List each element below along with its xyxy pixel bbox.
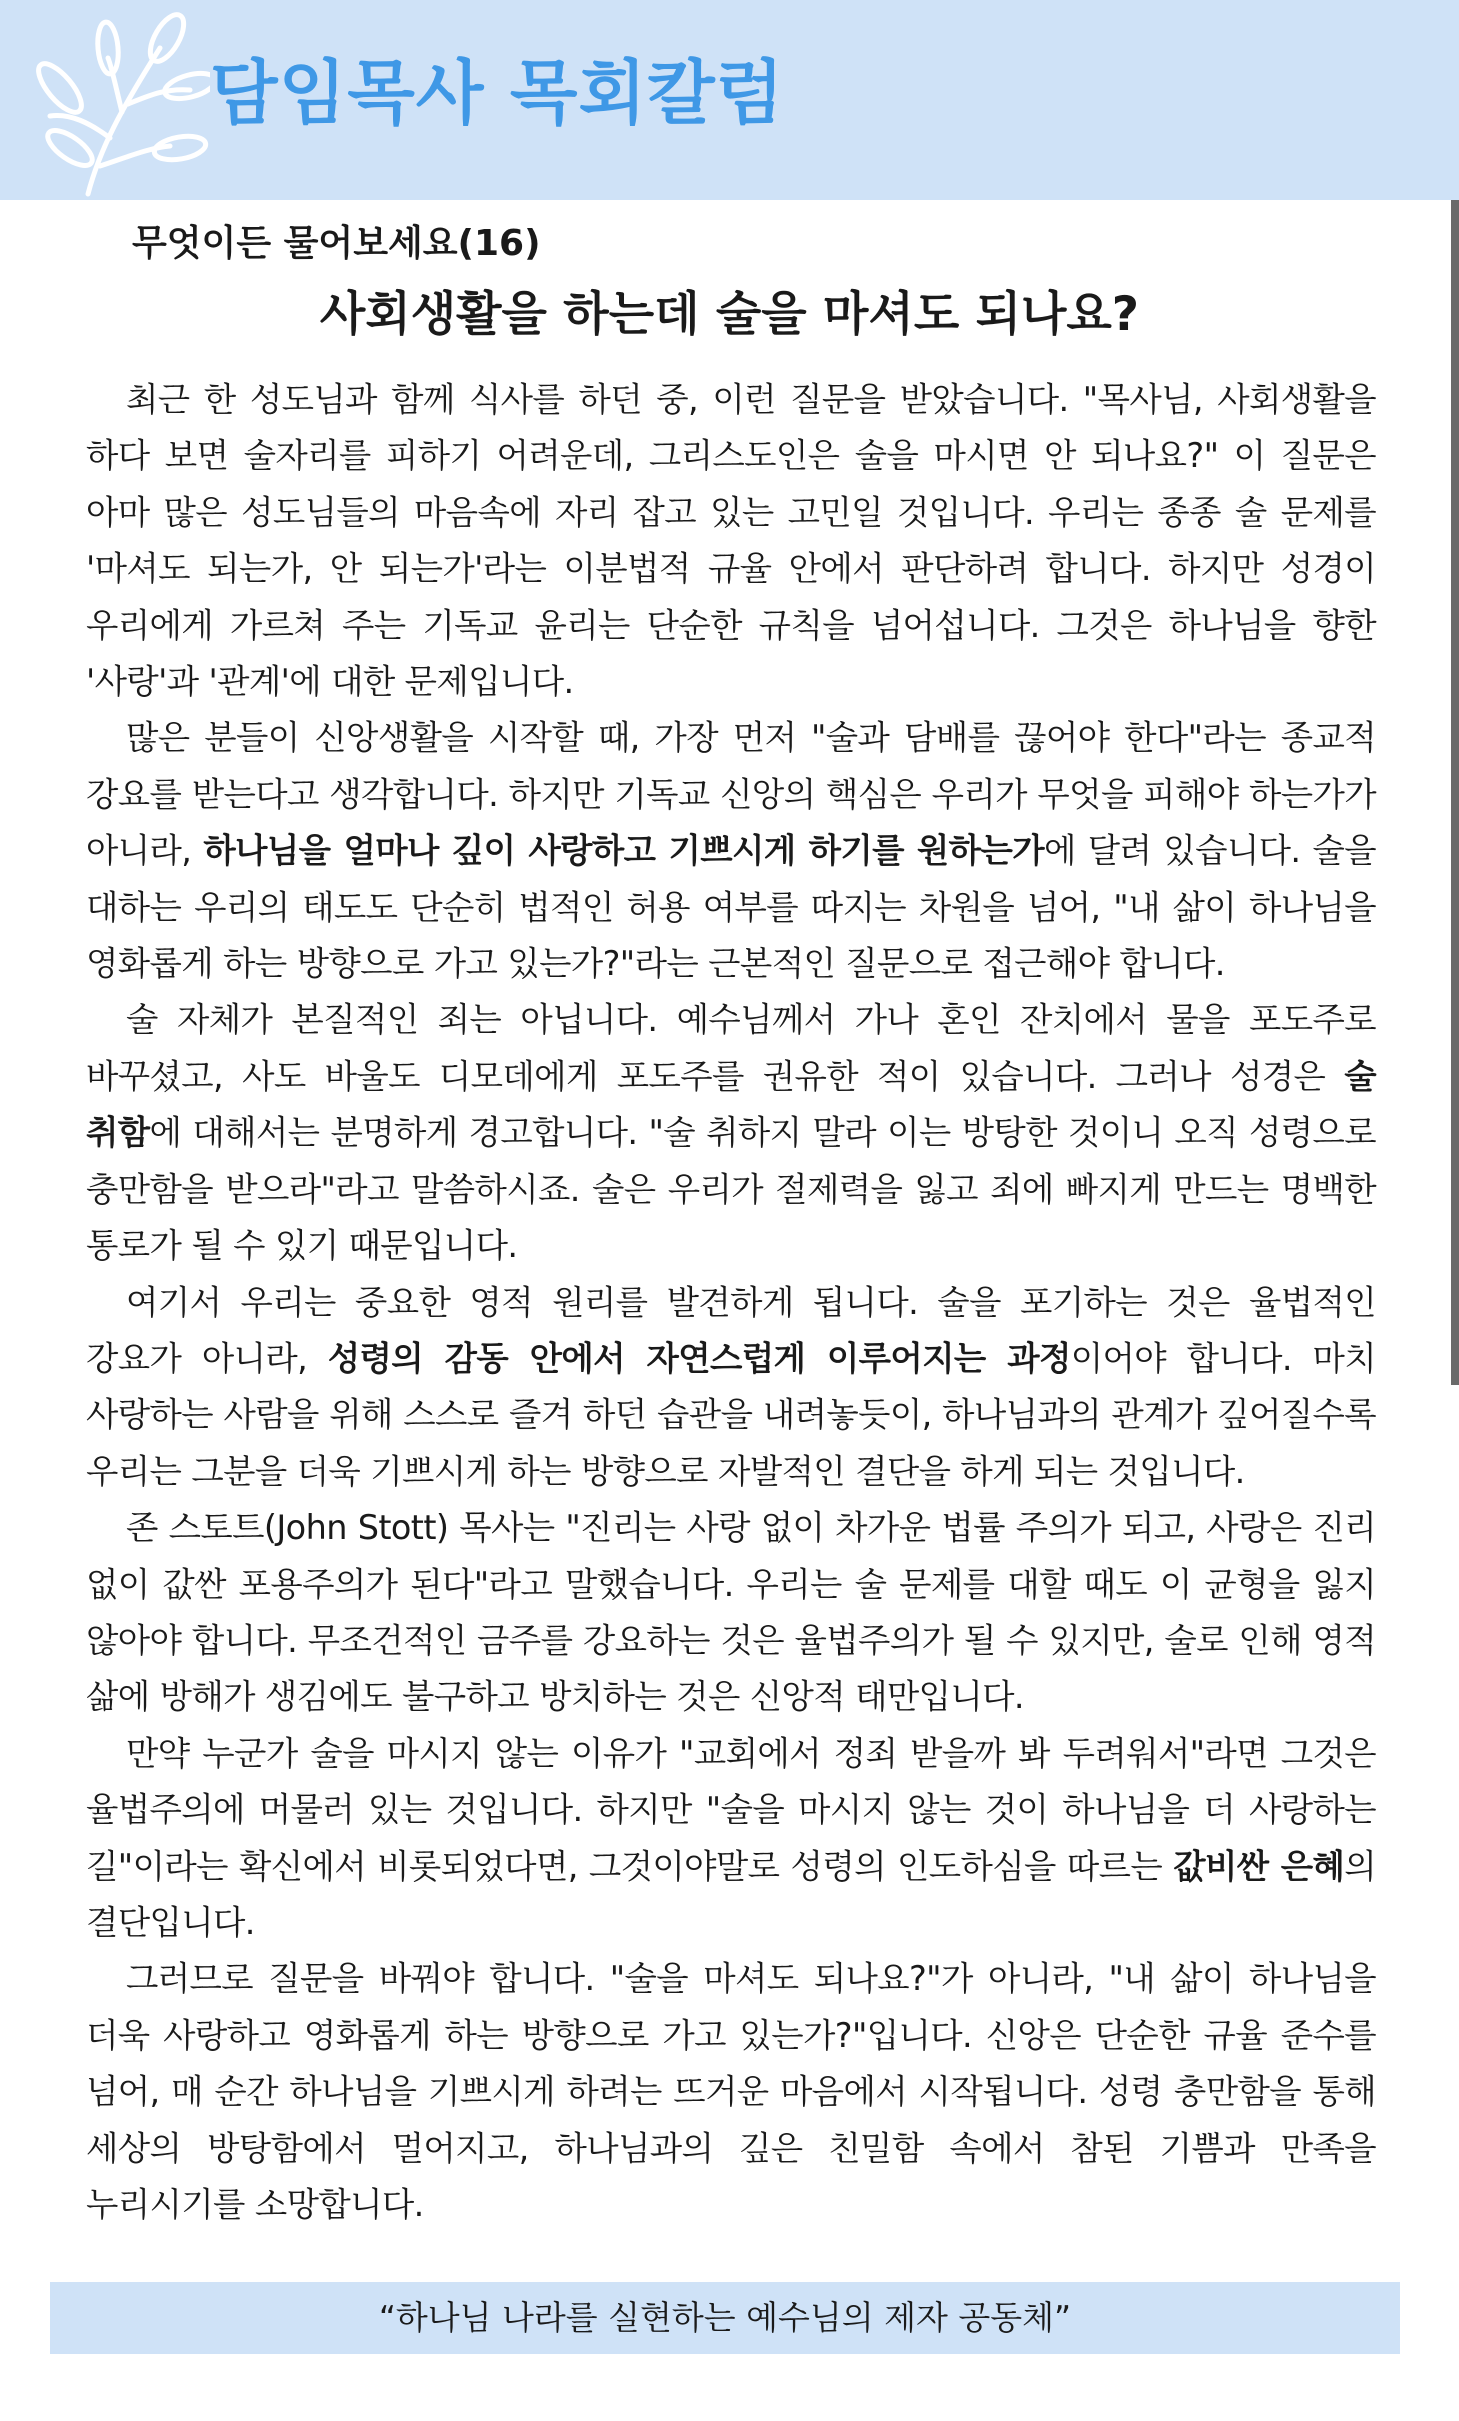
emphasis-text: 술 취함 (86, 1056, 1376, 1153)
paragraph-text: 이어야 합니다. 마치 사랑하는 사람을 위해 스스로 즐겨 하던 습관을 내려놓듯이, 하나님과의 관계가 깊어질수록 우리는 그분을 더욱 기쁘시게 하는 방향으로 자발적인 결단을 하게 되는 것입니다. (86, 1338, 1376, 1491)
paragraph-text: 최근 한 성도님과 함께 식사를 하던 중, 이런 질문을 받았습니다. "목사님, 사회생활을 하다 보면 술자리를 피하기 어려운데, 그리스도인은 술을 마시면 안 되나요?" 이 질문은 아마 많은 성도님들의 마음속에 자리 잡고 있는 고민일 것입니다. 우리는 종종 술 문제를 '마셔도 되는가, 안 되는가'라는 이분법적 규율 안에서 판단하려 합니다. 하지만 성경이 우리에게 가르쳐 주는 기독교 윤리는 단순한 규칙을 넘어섭니다. 그것은 하나님을 향한 '사랑'과 '관계'에 대한 문제입니다. (86, 380, 1376, 702)
emphasis-text: 하나님을 얼마나 깊이 사랑하고 기쁘시게 하기를 원하는가 (203, 831, 1044, 871)
body-paragraph (86, 1726, 1376, 1952)
body-paragraph (86, 1500, 1376, 1726)
article-body (86, 372, 1376, 2233)
paragraph-text: 그러므로 질문을 바꿔야 합니다. "술을 마셔도 되나요?"가 아니라, "내 삶이 하나님을 더욱 사랑하고 영화롭게 하는 방향으로 가고 있는가?"입니다. 신앙은 단순한 규율 준수를 넘어, 매 순간 하나님을 기쁘시게 하려는 뜨거운 마음에서 시작됩니다. 성령 충만함을 통해 세상의 방탕함에서 멀어지고, 하나님과의 깊은 친밀함 속에서 참된 기쁨과 만족을 누리시기를 소망합니다. (86, 1959, 1376, 2224)
paragraph-text: 만약 누군가 술을 마시지 않는 이유가 "교회에서 정죄 받을까 봐 두려워서"라면 그것은 율법주의에 머물러 있는 것입니다. 하지만 "술을 마시지 않는 것이 하나님을 더 사랑하는 길"이라는 확신에서 비롯되었다면, 그것이야말로 성령의 인도하심을 따르는 (86, 1733, 1376, 1886)
article-title: 사회생활을 하는데 술을 마셔도 되나요? (319, 287, 1140, 342)
emphasis-text: 성령의 감동 안에서 자연스럽게 이루어지는 과정 (327, 1338, 1071, 1378)
column-title: 담임목사 목회칼럼 (210, 52, 785, 134)
leaf-branch-icon (30, 8, 210, 198)
paragraph-text: 술 자체가 본질적인 죄는 아닙니다. 예수님께서 가나 혼인 잔치에서 물을 포도주로 바꾸셨고, 사도 바울도 디모데에게 포도주를 권유한 적이 있습니다. 그러나 성경은 (86, 1000, 1376, 1096)
footer-band (50, 2282, 1400, 2354)
footer-motto: “하나님 나라를 실현하는 예수님의 제자 공동체” (378, 2298, 1072, 2337)
body-paragraph (86, 1951, 1376, 2233)
right-margin-bar (1451, 200, 1459, 1385)
body-paragraph (86, 372, 1376, 710)
paragraph-text: 에 달려 있습니다. 술을 대하는 우리의 태도도 단순히 법적인 허용 여부를 따지는 차원을 넘어, "내 삶이 하나님을 영화롭게 하는 방향으로 가고 있는가?"라는 근본적인 질문으로 접근해야 합니다. (86, 831, 1376, 984)
paragraph-text: 여기서 우리는 중요한 영적 원리를 발견하게 됩니다. 술을 포기하는 것은 율법적인 강요가 아니라, (86, 1282, 1376, 1378)
body-paragraph (86, 992, 1376, 1274)
paragraph-text: 에 대해서는 분명하게 경고합니다. "술 취하지 말라 이는 방탕한 것이니 오직 성령으로 충만함을 받으라"라고 말씀하시죠. 술은 우리가 절제력을 잃고 죄에 빠지게 만드는 명백한 통로가 될 수 있기 때문입니다. (86, 1113, 1376, 1266)
paragraph-text: 존 스토트(John Stott) 목사는 "진리는 사랑 없이 차가운 법률 주의가 되고, 사랑은 진리 없이 값싼 포용주의가 된다"라고 말했습니다. 우리는 술 문제를 대할 때도 이 균형을 잃지 않아야 합니다. 무조건적인 금주를 강요하는 것은 율법주의가 될 수 있지만, 술로 인해 영적 삶에 방해가 생김에도 불구하고 방치하는 것은 신앙적 태만입니다. (86, 1508, 1376, 1717)
header-band (0, 0, 1459, 200)
body-paragraph (86, 1275, 1376, 1501)
body-paragraph (86, 710, 1376, 992)
paragraph-text: 의 결단입니다. (86, 1846, 1376, 1942)
paragraph-text: 많은 분들이 신앙생활을 시작할 때, 가장 먼저 "술과 담배를 끊어야 한다"라는 종교적 강요를 받는다고 생각합니다. 하지만 기독교 신앙의 핵심은 우리가 무엇을 피해야 하는가가 아니라, (86, 718, 1376, 871)
series-label: 무엇이든 물어보세요(16) (132, 223, 541, 264)
emphasis-text: 값비싼 은혜 (1173, 1846, 1345, 1886)
